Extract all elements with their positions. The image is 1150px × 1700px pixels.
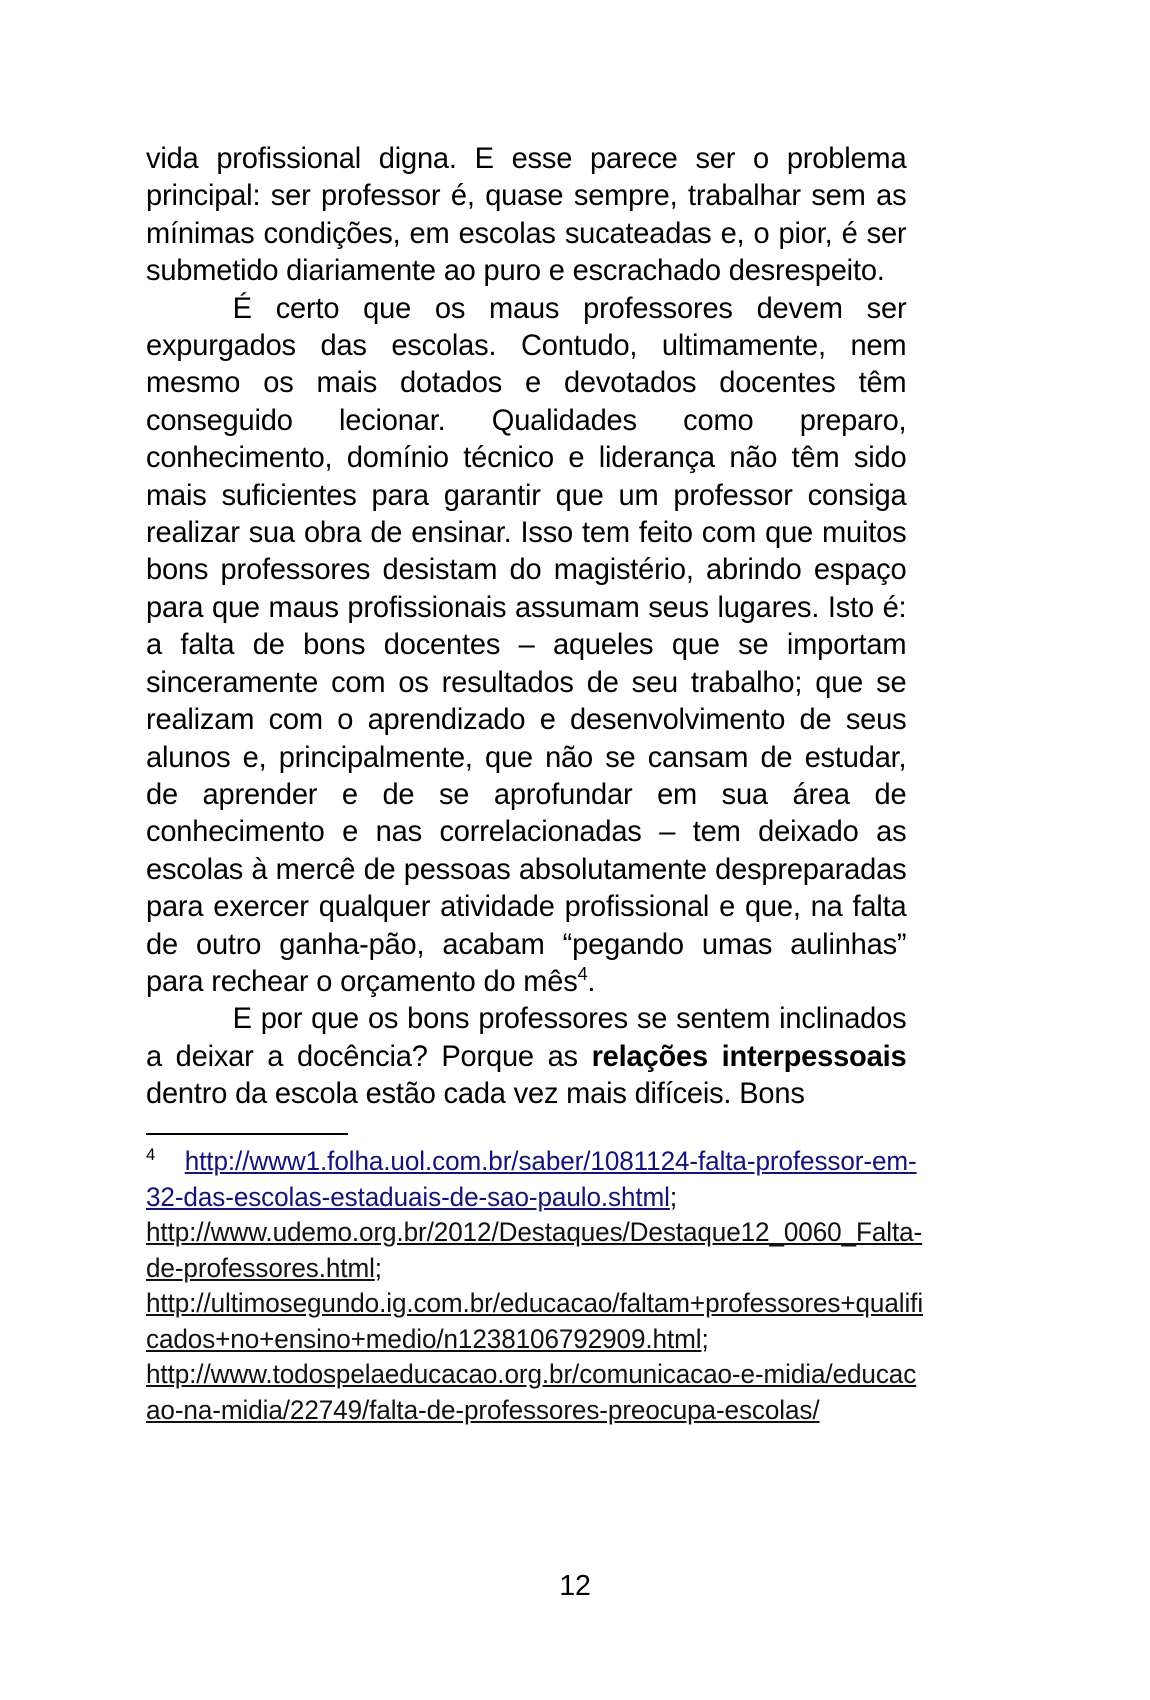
footnote-link-ultimosegundo[interactable]: http://ultimosegundo.ig.com.br/educacao/faltam+professores+qualificados+no+ensino+medio/n1238106792909.html — [146, 1288, 924, 1354]
footnote-link-folha[interactable]: http://www1.folha.uol.com.br/saber/1081124-falta-professor-em-32-das-escolas-estaduais-de-sao-paulo.shtml — [146, 1146, 917, 1212]
paragraph-text-lead: E por que os bons professores se sentem inclinados a deixar a docência? Porque as — [146, 1002, 907, 1073]
footnote-separator-3: ; — [701, 1323, 709, 1354]
paragraph-text: vida profissional digna. E esse parece ser o problema principal: ser professor é, quase sempre, trabalhar sem as mínimas condições, em escolas sucateadas e, o pior, é ser submetido diariamente ao puro e escrachado desrespeito. — [146, 142, 907, 288]
page-number: 12 — [559, 1570, 591, 1602]
body-paragraph-2 — [146, 290, 906, 1001]
footnote-separator-rule — [146, 1133, 348, 1135]
footnote-section — [146, 1133, 936, 1428]
paragraph-text-tail: . — [587, 964, 596, 998]
paragraph-text: É certo que os maus professores devem ser expurgados das escolas. Contudo, ultimamente, nem mesmo os mais dotados e devotados docentes têm conseguido lecionar. Qualidades como preparo, conhecimento, domínio técnico e liderança não têm sido mais suficientes para garantir que um professor consiga realizar sua obra de ensinar. Isso tem feito com que muitos bons professores desistam do magistério, abrindo espaço para que maus profissionais assumam seus lugares. Isto é: a falta de bons docentes – aqueles que se importam sinceramente com os resultados de seu trabalho; que se realizam com o aprendizado e desenvolvimento de seus alunos e, principalmente, que não se cansam de estudar, de aprender e de se aprofundar em sua área de conhecimento e nas correlacionadas – tem deixado as escolas à mercê de pessoas absolutamente despreparadas para exercer qualquer atividade profissional e que, na falta de outro ganha-pão, acabam “pegando umas aulinhas” para rechear o orçamento do mês — [146, 291, 907, 998]
footnote-reference-marker[interactable]: 4 — [577, 963, 588, 985]
footnote-link-udemo[interactable]: http://www.udemo.org.br/2012/Destaques/Destaque12_0060_Falta-de-professores.html — [146, 1217, 923, 1283]
footnote-separator-2: ; — [374, 1252, 382, 1283]
footnote-4 — [146, 1144, 924, 1428]
bold-phrase-relacoes-interpessoais: relações interpessoais — [591, 1039, 907, 1073]
page-body — [146, 140, 918, 1113]
footnote-link-todospelaeducacao[interactable]: http://www.todospelaeducacao.org.br/comunicacao-e-midia/educacao-na-midia/22749/falta-de-professores-preocupa-escolas/ — [146, 1359, 917, 1425]
footnote-number: 4 — [146, 1145, 156, 1165]
body-paragraph-3 — [146, 1000, 906, 1112]
body-paragraph-1 — [146, 140, 906, 290]
footnote-separator-1: ; — [669, 1181, 678, 1212]
paragraph-text-tail: dentro da escola estão cada vez mais difíceis. Bons — [146, 1077, 805, 1111]
